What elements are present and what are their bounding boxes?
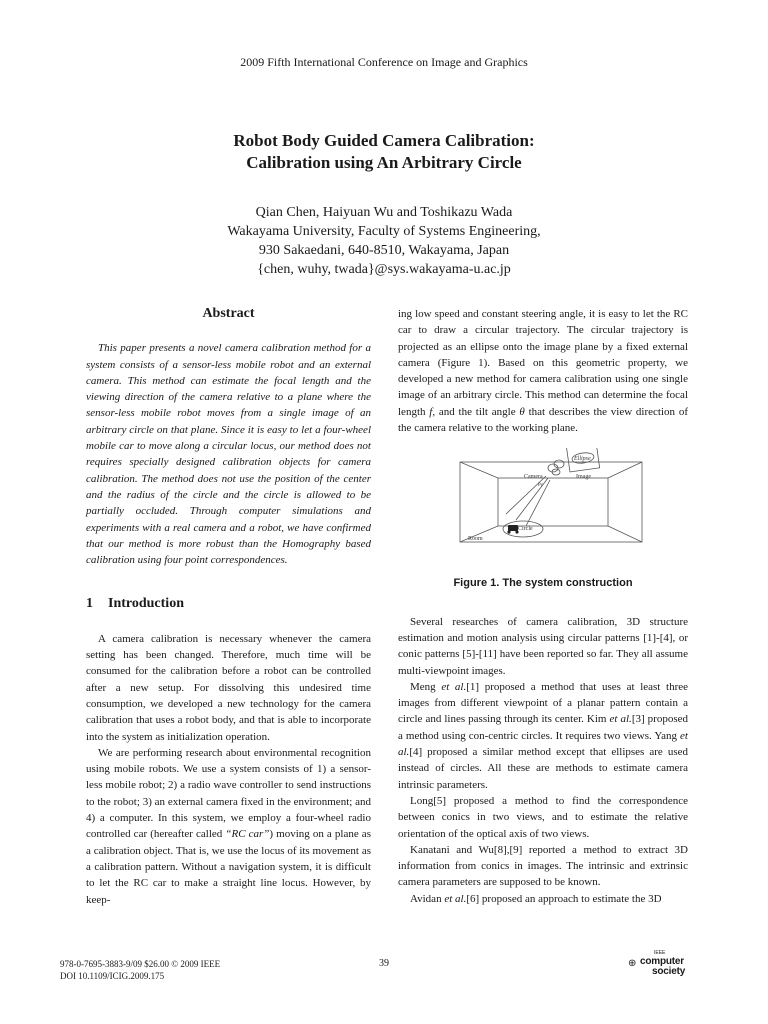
figure-1-diagram [398, 448, 688, 544]
label-camera-sub: Pc [538, 483, 543, 489]
rc-car-body [508, 525, 518, 531]
introduction-heading [86, 596, 371, 612]
rp3-b: [1] proposed a method that uses at least three images from different viewpoint of a planar pattern contain a circle and lines passing through its center. Kim [398, 680, 688, 726]
author-address: 930 Sakaedani, 640-8510, Wakayama, Japan [258, 243, 510, 258]
rp6-etal: et al. [444, 892, 467, 905]
globe-icon: ⊕ [628, 958, 637, 969]
paper-title [0, 130, 768, 174]
rp3-etal: et al. [441, 680, 467, 693]
room-outer-wall [460, 462, 642, 542]
abstract-text: This paper presents a novel camera calibration method for a system consists of a sensor-less mobile robot and an external camera. This method can estimate the focal length and the viewing direction of the camera relative to a plane where the sensor-less mobile robot moves from a single image of an arbitrary circle on that plane. Since it is easy to let a four-wheel mobile car to move along a circular locus, our method does not requires specially designed calibration objects for camera calibration. The method does not use the position of the center and the radius of the circle and the circle is allowed to be partially occluded. Through computer simulations and experiments with a real camera and a robot, we have confirmed that our method is more robust than the Homography based calibration using four point correspondences. [86, 342, 371, 567]
rp1-a: ing low speed and constant steering angle, it is easy to let the RC car to draw a circular trajectory. The circular trajectory is projected as an ellipse onto the image plane by a fixed external camera (Figure 1). Based on this geometric property, we developed a new method for camera calibration using one single image of an arbitrary circle. This method can determine the focal length [398, 308, 688, 418]
camera-lens-2 [554, 460, 564, 468]
rp3-a: Meng [410, 680, 442, 693]
section-number: 1 [86, 596, 93, 612]
intro-paragraph-1: A camera calibration is necessary whenever the camera setting has been changed. Therefore, much time will be consumed for the calibration before a robot can be controlled after a new setup. For dissolving this undesired time consumption, we developed a new technology for the camera calibration that uses a robot body, and that is able to incorporate into the system as initialization operation. [86, 632, 371, 743]
section-title: Introduction [108, 596, 184, 612]
right-paragraph-1 [398, 306, 688, 436]
rp1-focal-symbol: f [429, 405, 433, 418]
rp3-etal-2: et al. [609, 713, 632, 726]
logo-computer-text: computer [640, 956, 684, 967]
room-edge-tr [608, 462, 642, 478]
right-column [398, 306, 688, 907]
rc-car-wheel-1 [507, 531, 510, 534]
page-number: 39 [379, 958, 389, 969]
room-edge-br [608, 526, 642, 542]
label-camera: Camera [524, 474, 543, 481]
system-construction-svg [398, 448, 688, 544]
rp3-c: [3] proposed a method using con-centric circles. It requires two views. Yang [398, 713, 688, 742]
rp6-a: Avidan [410, 892, 445, 905]
left-column [86, 306, 371, 908]
paper-title-line2: Calibration using An Arbitrary Circle [246, 153, 522, 172]
footer-doi: DOI 10.1109/ICIG.2009.175 [60, 971, 165, 981]
camera-lens-1 [548, 464, 558, 472]
author-names: Qian Chen, Haiyuan Wu and Toshikazu Wada [255, 205, 513, 220]
intro-paragraph-2 [86, 745, 371, 908]
room-edge-tl [460, 462, 498, 478]
room-inner-wall [498, 478, 608, 526]
right-paragraph-4: Long[5] proposed a method to find the correspondence between conics in two views, and to estimate the relative orientation of the optical axis of two views. [398, 794, 688, 840]
logo-society-text: society [652, 966, 686, 977]
rp1-b: , and the tilt angle [432, 405, 520, 418]
right-paragraph-2: Several researches of camera calibration, 3D structure estimation and motion analysis using circular patterns [1]-[4], or conic patterns [5]-[11] have been reported so far. They all assume multi-viewpoint images. [398, 615, 688, 677]
conference-header: 2009 Fifth International Conference on Image and Graphics [240, 55, 528, 69]
author-email: {chen, wuhy, twada}@sys.wakayama-u.ac.jp [257, 262, 511, 277]
intro-p2-text-b: ) moving on a plane as a calibration object. That is, we use the locus of its movement as a calibration pattern. Without a navigation system, it is difficult to let the RC car to make a straight line locus. However, by keep- [86, 828, 371, 906]
rp3-d: [4] proposed a similar method except that ellipses are used instead of circles. All these are methods to estimate camera intrinsic parameters. [398, 746, 688, 791]
label-room: Room [468, 536, 483, 543]
figure-1-caption: Figure 1. The system construction [453, 577, 633, 590]
author-affiliation: Wakayama University, Faculty of Systems Engineering, [227, 224, 541, 239]
label-circle: Circle [518, 526, 533, 533]
ieee-computer-society-logo [626, 950, 696, 980]
intro-p2-text-a: We are performing research about environmental recognition using mobile robots. We use a system consists of 1) a sensor-less mobile robot; 2) a radio wave controller to send instructions to the robot; 3) an external camera fixed in the environment; and 4) a computer. In this system, we employ a four-wheel radio controlled car (hereafter called [86, 746, 371, 841]
abstract-heading: Abstract [202, 306, 255, 321]
right-paragraph-6 [398, 891, 688, 907]
intro-p2-rc-car: “RC car” [225, 828, 270, 841]
paper-title-line1: Robot Body Guided Camera Calibration: [233, 131, 535, 150]
author-block [0, 203, 768, 279]
footer-isbn: 978-0-7695-3883-9/09 $26.00 © 2009 IEEE [60, 959, 221, 969]
rp3-etal-3: et al. [398, 729, 688, 759]
label-ellipse: Ellipse [574, 456, 591, 463]
rp1-theta-symbol: θ [519, 405, 525, 418]
rp6-b: [6] proposed an approach to estimate the 3D [466, 892, 662, 905]
right-paragraph-3 [398, 679, 688, 793]
rp1-c: that describes the view direction of the camera relative to the working plane. [398, 405, 688, 435]
view-ray-1 [506, 476, 546, 514]
logo-ieee-text: IEEE [654, 950, 666, 956]
right-paragraph-5: Kanatani and Wu[8],[9] reported a method to extract 3D information from conics in images. The intrinsic and extrinsic camera parameters are supposed to be known. [398, 843, 688, 889]
label-image: Image [576, 474, 591, 481]
